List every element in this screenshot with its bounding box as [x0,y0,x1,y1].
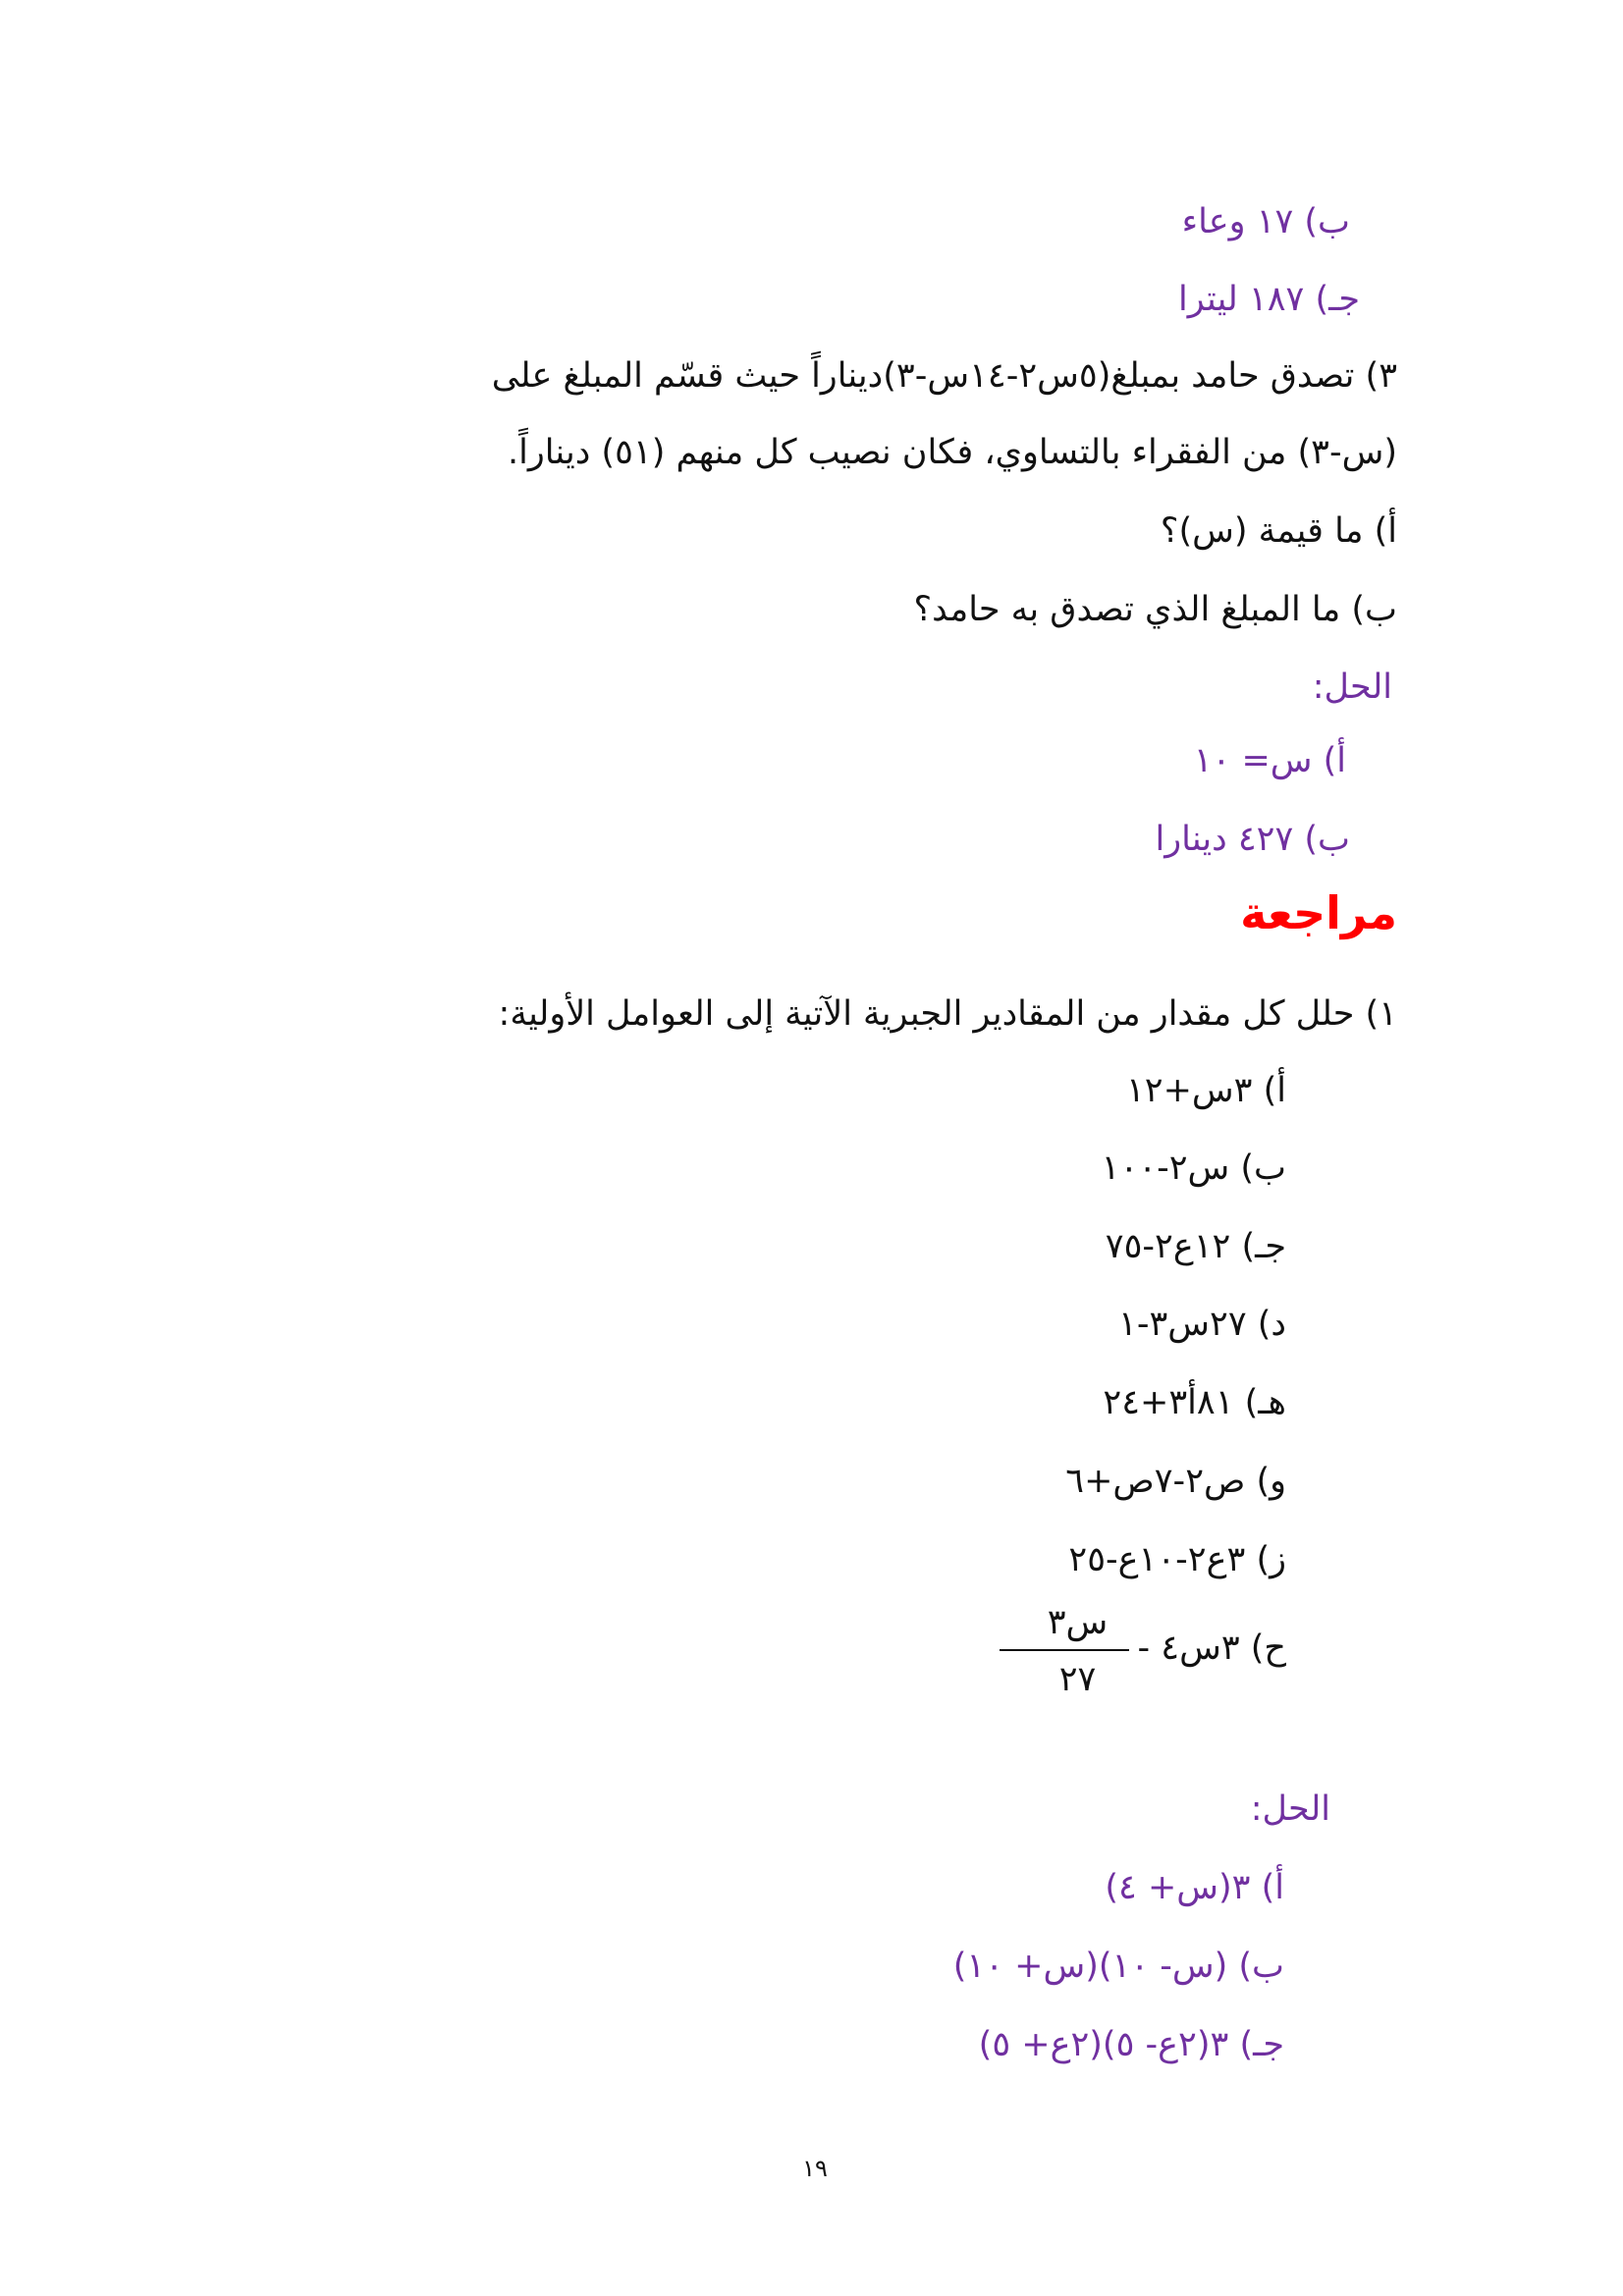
review-item-b: ب) س٢-١٠٠ [1101,1148,1286,1188]
problem3-question-b: ب) ما المبلغ الذي تصدق به حامد؟ [913,590,1397,629]
review-item-a: أ) ٣س+١٢ [1126,1071,1286,1110]
prev-answer-b: ب) ١٧ وعاء [1181,202,1350,241]
problem3-answer-a: أ) س= ١٠ [1193,741,1346,780]
problem3-text-line1: ٣) تصدق حامد بمبلغ(٥س٢-١٤س-٣)ديناراً حيث قسّم المبلغ على [491,356,1397,396]
review-item-h-denominator: ٢٧ [1058,1660,1097,1699]
review-item-c: جـ) ١٢ع٢-٧٥ [1105,1227,1286,1266]
review-answer-c: جـ) ٣(٢ع- ٥)(٢ع+ ٥) [978,2025,1284,2064]
review-item-f: و) ص٢-٧ص+٦ [1065,1462,1286,1501]
review-heading: مراجعة [1240,886,1397,939]
review-answer-a: أ) ٣(س+ ٤) [1105,1868,1284,1907]
problem3-question-a: أ) ما قيمة (س)؟ [1160,511,1397,551]
review-solution-label: الحل: [1250,1789,1330,1829]
review-item-d: د) ٢٧س٣-١ [1118,1305,1286,1344]
problem3-text-line2: (س-٣) من الفقراء بالتساوي، فكان نصيب كل منهم (٥١) ديناراً. [508,433,1397,472]
review-item-e: هـ) ٨١أ٣+٢٤ [1103,1383,1286,1422]
review-item-h-numerator: س٣ [1047,1603,1109,1642]
problem3-solution-label: الحل: [1312,667,1392,707]
review-q1-text: ١) حلل كل مقدار من المقادير الجبرية الآتية إلى العوامل الأولية: [498,994,1397,1034]
prev-answer-c: جـ) ١٨٧ ليترا [1177,280,1360,319]
review-item-h-prefix: ح) ٣س٤ - [1137,1629,1286,1668]
problem3-answer-b: ب) ٤٢٧ دينارا [1155,820,1350,859]
page-number: ١٩ [802,2155,828,2182]
review-answer-b: ب) (س- ١٠)(س+ ١٠) [952,1947,1284,1986]
fraction-bar [1000,1649,1129,1651]
review-item-g: ز) ٣ع٢-١٠ع-٢٥ [1068,1540,1286,1579]
